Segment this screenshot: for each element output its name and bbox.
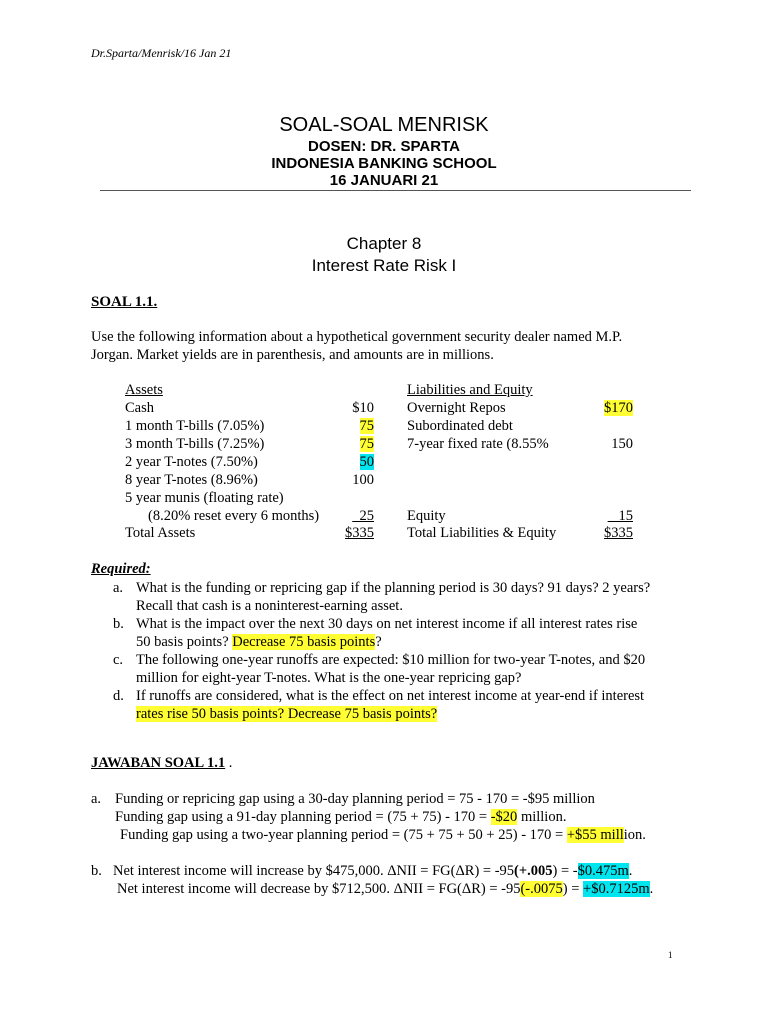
header-note: Dr.Sparta/Menrisk/16 Jan 21 (91, 46, 232, 60)
asset-value: $10 (352, 400, 374, 416)
question-d (113, 687, 693, 723)
asset-label: 3 month T-bills (7.25%) (125, 436, 265, 452)
question-b (113, 615, 693, 651)
asset-label: 2 year T-notes (7.50%) (125, 454, 258, 470)
intro-line-2: Jorgan. Market yields are in parenthesis, and amounts are in millions. (91, 347, 494, 363)
asset-label: 1 month T-bills (7.05%) (125, 418, 265, 434)
section-soal-heading: SOAL 1.1. (91, 294, 158, 310)
answer-text: Net interest income will decrease by $712,500. ΔNII = FG(ΔR) = -95(-.0075) = +$0.7125m. (117, 881, 654, 897)
answer-text: Funding gap using a 91-day planning period = (75 + 75) - 170 = -$20 million. (115, 809, 567, 825)
question-a (113, 579, 693, 615)
liability-value: $170 (604, 400, 633, 416)
liabilities-header: Liabilities and Equity (407, 382, 533, 398)
asset-value: 75 (359, 418, 374, 434)
liability-label: Overnight Repos (407, 400, 506, 416)
title-divider (100, 190, 691, 191)
question-text: The following one-year runoffs are expected: $10 million for two-year T-notes, and $20 (136, 652, 646, 668)
liability-label: 7-year fixed rate (8.55% (407, 436, 549, 452)
total-assets-value: $335 (345, 525, 374, 541)
total-liabilities-value: $335 (604, 525, 633, 541)
question-c (113, 651, 693, 687)
asset-label: 8 year T-notes (8.96%) (125, 472, 258, 488)
total-liabilities-label: Total Liabilities & Equity (407, 525, 557, 541)
question-text: 50 basis points? Decrease 75 basis points? (136, 634, 382, 650)
list-marker: b. (113, 616, 124, 632)
question-text: rates rise 50 basis points? Decrease 75 basis points? (136, 706, 438, 722)
equity-label: Equity (407, 508, 446, 524)
school-line: INDONESIA BANKING SCHOOL (271, 155, 497, 172)
question-text: If runoffs are considered, what is the effect on net interest income at year-end if interest (136, 688, 645, 704)
asset-value: 100 (352, 472, 374, 488)
lecturer-line: DOSEN: DR. SPARTA (308, 138, 460, 155)
chapter-label: Chapter 8 (346, 234, 422, 253)
page-number: 1 (668, 950, 673, 960)
intro-line-1: Use the following information about a hypothetical government security dealer named M.P. (91, 329, 623, 345)
date-line: 16 JANUARI 21 (329, 172, 439, 189)
question-list (113, 579, 693, 723)
asset-label: (8.20% reset every 6 months) (148, 508, 320, 524)
list-marker: d. (113, 688, 124, 704)
section-jawaban-heading: JAWABAN SOAL 1.1 . (91, 755, 233, 771)
question-text: Recall that cash is a noninterest-earning asset. (136, 598, 403, 614)
total-assets-label: Total Assets (125, 525, 196, 541)
document-title: SOAL-SOAL MENRISK (279, 114, 489, 136)
answer-text: Funding or repricing gap using a 30-day planning period = 75 - 170 = -$95 million (115, 791, 595, 807)
answer-text: Funding gap using a two-year planning period = (75 + 75 + 50 + 25) - 170 = +$55 million. (120, 827, 646, 843)
list-marker: a. (91, 791, 102, 807)
list-marker: c. (113, 652, 124, 668)
question-text: What is the impact over the next 30 days on net interest income if all interest rates rise (136, 616, 638, 632)
required-heading: Required: (91, 561, 151, 577)
liability-label: Subordinated debt (407, 418, 513, 434)
chapter-title: Interest Rate Risk I (311, 256, 457, 275)
list-marker: b. (91, 863, 102, 879)
asset-value: 50 (359, 454, 374, 470)
question-text: What is the funding or repricing gap if the planning period is 30 days? 91 days? 2 years? (136, 580, 651, 596)
liability-value: 150 (611, 436, 633, 452)
answer-text: Net interest income will increase by $475,000. ΔNII = FG(ΔR) = -95(+.005) = -$0.475m. (113, 863, 633, 879)
list-marker: a. (113, 580, 124, 596)
asset-label: 5 year munis (floating rate) (125, 490, 284, 506)
asset-label: Cash (125, 400, 154, 416)
question-text: million for eight-year T-notes. What is the one-year repricing gap? (136, 670, 522, 686)
equity-value: 15 (618, 508, 633, 524)
asset-value: 75 (359, 436, 374, 452)
assets-header: Assets (125, 382, 163, 398)
intro-paragraph (91, 328, 681, 364)
asset-value: 25 (359, 508, 374, 524)
